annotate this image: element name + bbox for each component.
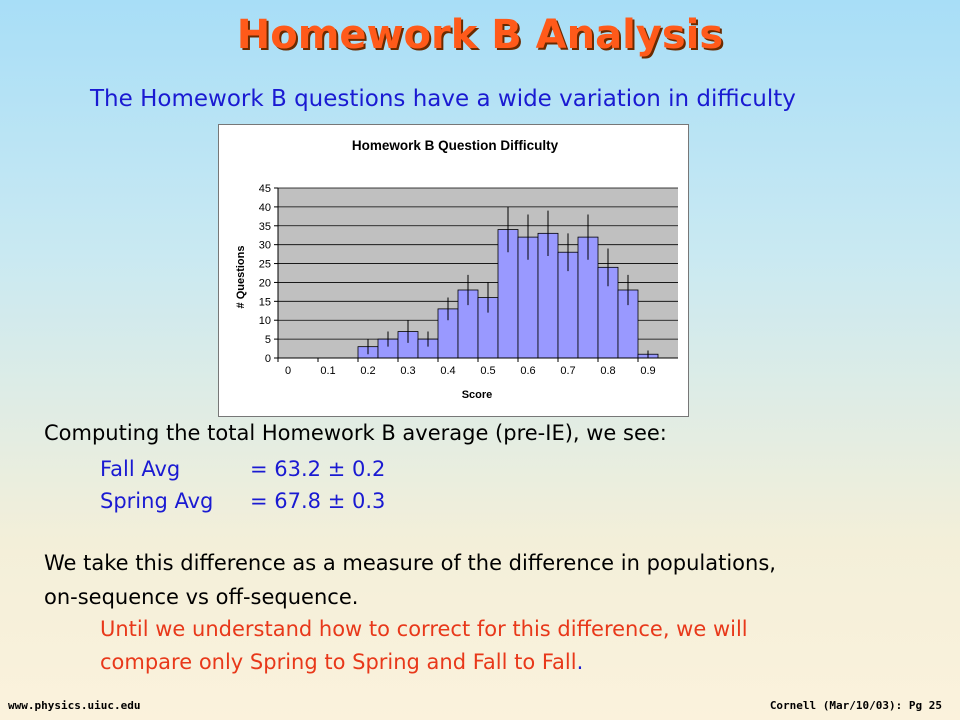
y-tick-label: 30 [258,239,271,252]
histogram-svg [219,125,688,416]
x-tick-label: 0.8 [600,365,616,377]
y-tick-label: 5 [264,334,271,347]
correction-text-line2 [100,650,583,674]
x-tick-label: 0.6 [520,365,536,377]
y-tick-label: 40 [258,201,271,214]
footer-page: Cornell (Mar/10/03): Pg 25 [769,699,942,712]
footer-url: www.physics.uiuc.edu [8,699,141,712]
x-tick-label: 0.5 [480,365,496,377]
y-tick-label: 0 [264,353,271,365]
difference-text-line1: We take this difference as a measure of the difference in populations, [44,551,776,575]
correction-text-line1: Until we understand how to correct for this difference, we will [100,617,748,641]
difference-text-line2: on-sequence vs off-sequence. [44,585,359,609]
correction-period: . [576,650,584,674]
spring-average-row [100,489,385,513]
chart-xlabel: Score [461,389,493,401]
spring-value: = 67.8 ± 0.3 [250,489,386,513]
slide-subtitle: The Homework B questions have a wide variation in difficulty [90,86,796,112]
spring-label: Spring Avg [100,489,214,513]
x-tick-label: 0 [284,365,292,377]
y-tick-label: 35 [258,220,271,233]
chart-ylabel: # Questions [235,245,247,309]
x-tick-label: 0.3 [400,365,416,377]
x-tick-label: 0.1 [320,365,336,377]
x-tick-label: 0.7 [560,365,576,377]
fall-label: Fall Avg [100,457,181,481]
x-tick-label: 0.9 [640,365,656,377]
fall-average-row [100,457,385,481]
x-tick-label: 0.2 [360,365,376,377]
y-tick-label: 15 [258,296,271,309]
slide-title: Homework B Analysis [236,12,724,58]
y-tick-label: 20 [258,277,271,290]
y-tick-label: 25 [258,258,271,271]
fall-value: = 63.2 ± 0.2 [250,457,386,481]
correction-text: compare only Spring to Spring and Fall to Fall [100,650,577,674]
y-tick-label: 10 [258,315,271,328]
histogram-chart [218,124,689,417]
chart-title: Homework B Question Difficulty [351,138,559,153]
computing-text: Computing the total Homework B average (pre-IE), we see: [44,421,667,445]
y-tick-label: 45 [258,183,271,195]
x-tick-label: 0.4 [440,365,456,377]
